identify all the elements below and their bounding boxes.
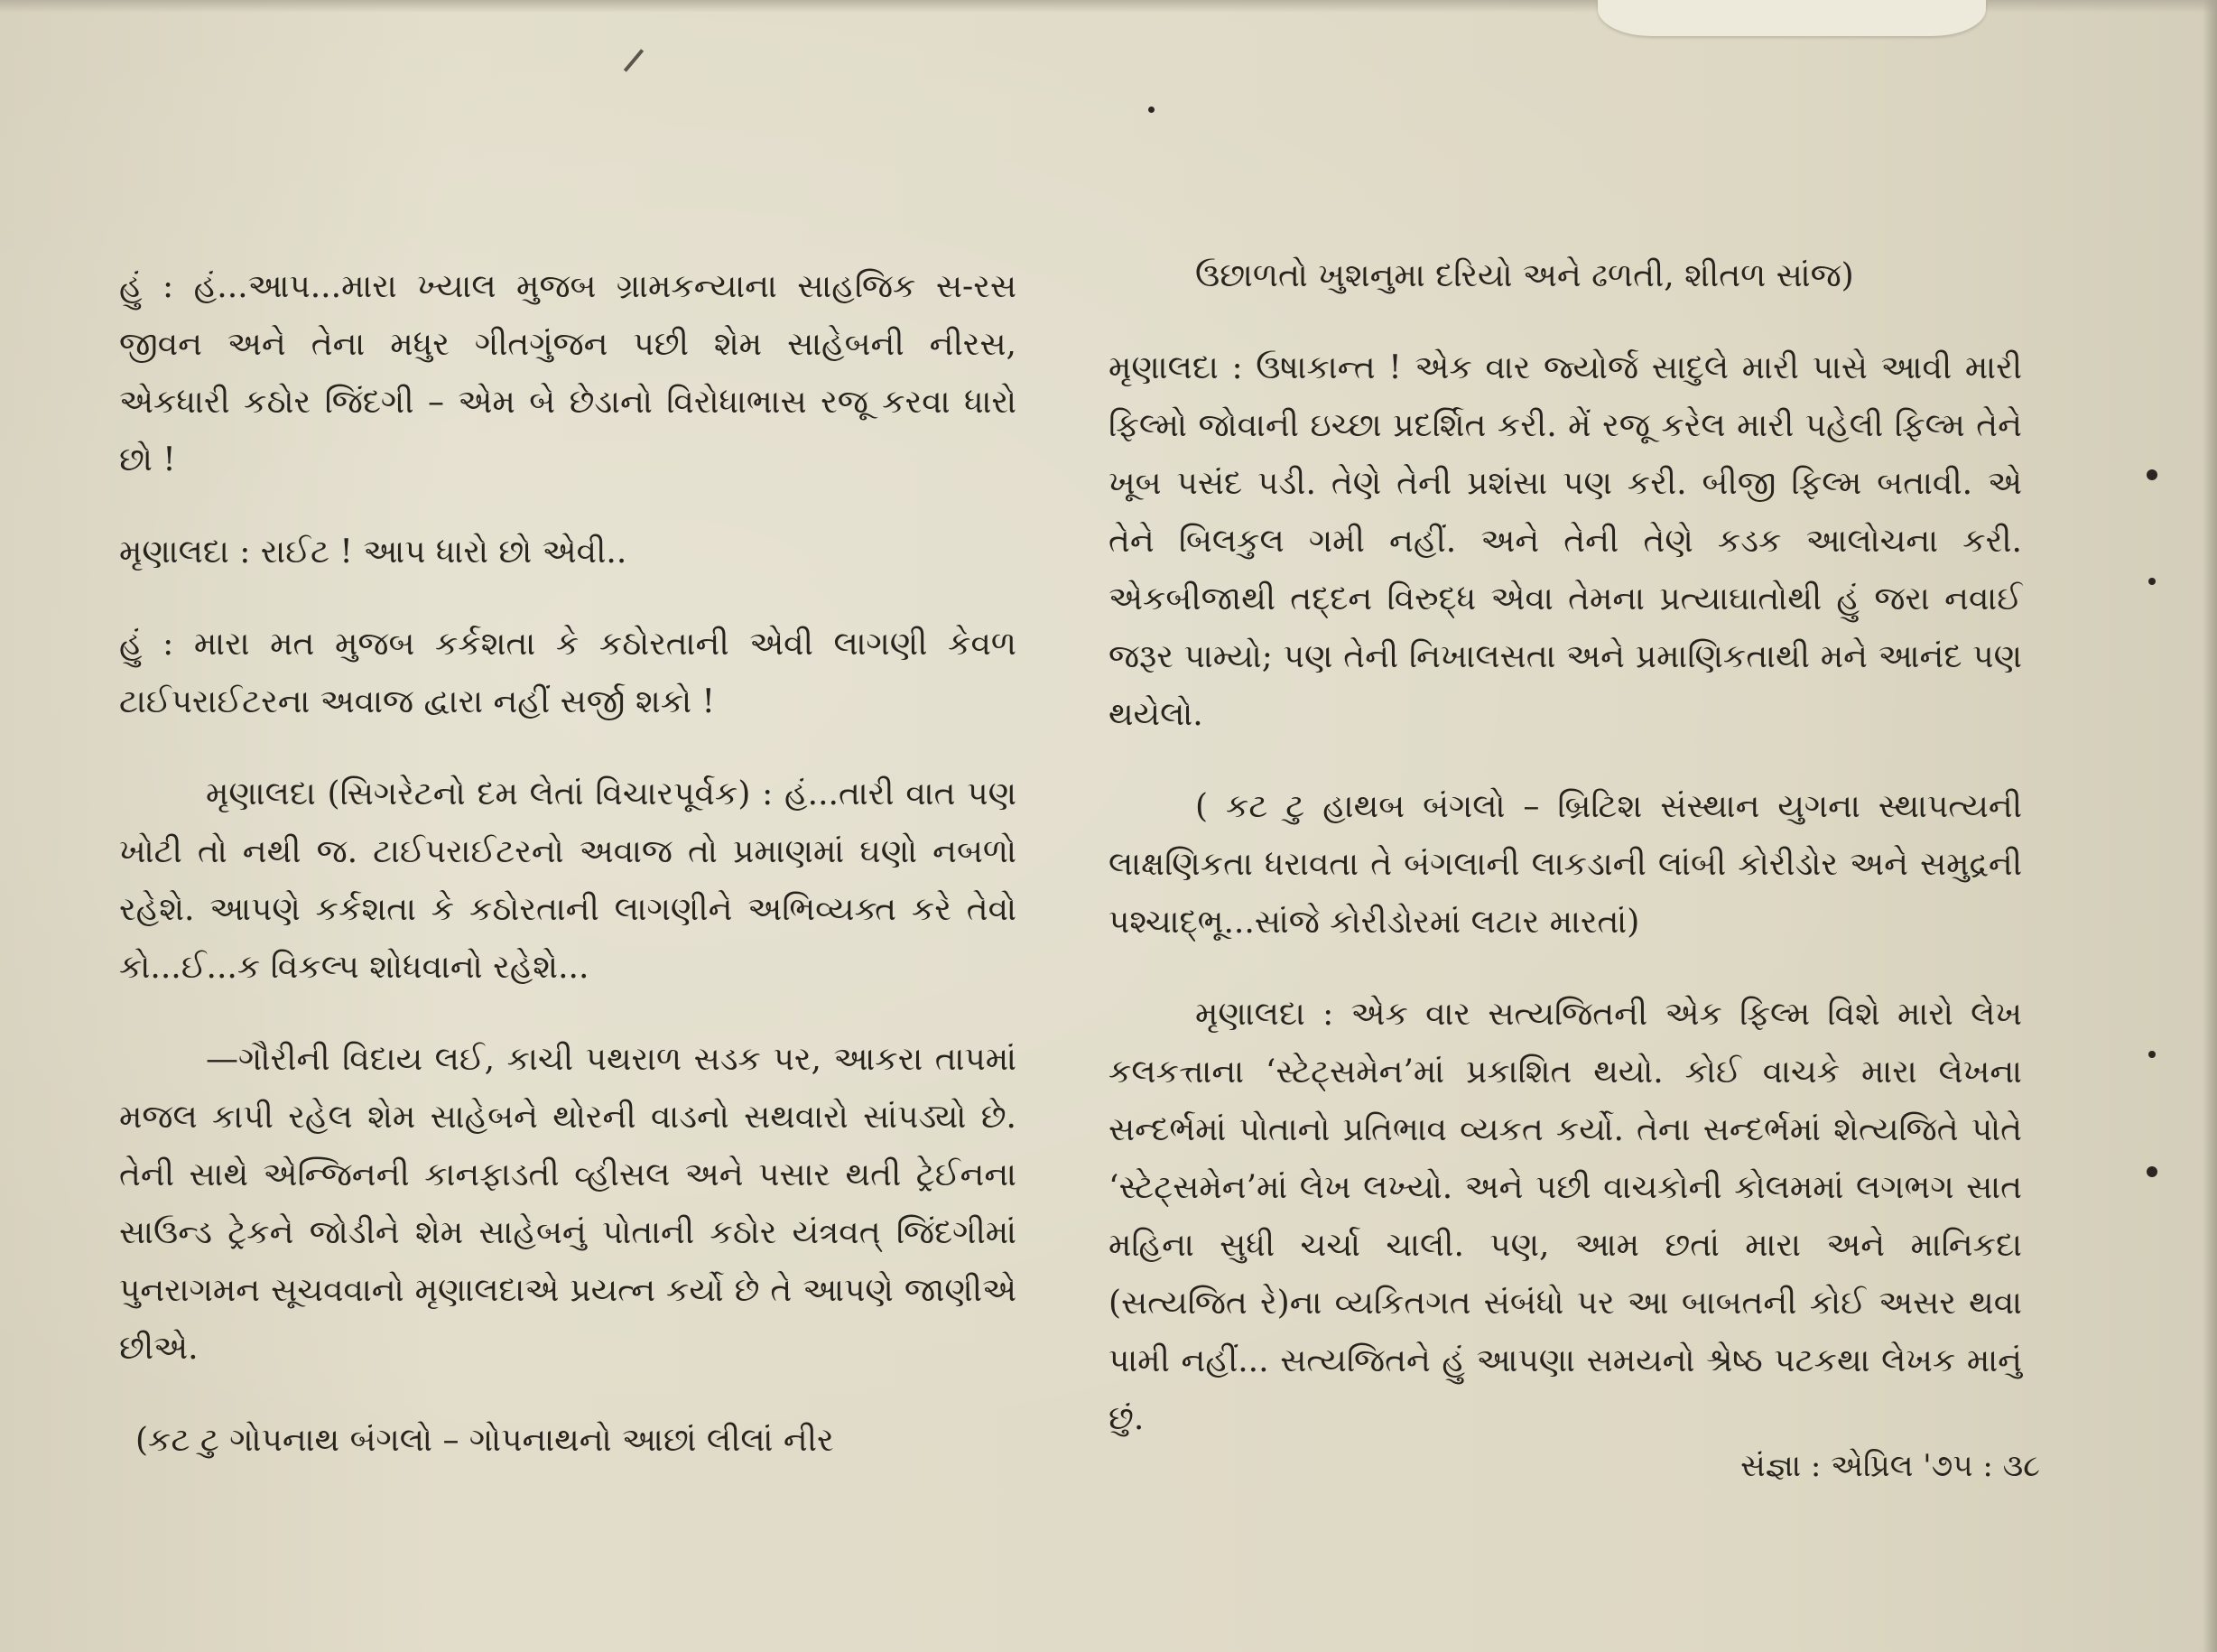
paragraph: હું : મારા મત મુજબ કર્કશતા કે કઠોરતાની એવી લાગણી કેવળ ટાઈપરાઈટરના અવાજ દ્વારા નહીં સર્જી શકો !	[119, 626, 1016, 720]
binding-hole	[2147, 1166, 2157, 1177]
paragraph: —ગૌરીની વિદાય લઈ, કાચી પથરાળ સડક પર, આકરા તાપમાં મજલ કાપી રહેલ શેમ સાહેબને થોરની વાડનો સથવારો સાંપડ્યો છે. તેની સાથે એન્જિનની કાનફાડતી વ્હીસલ અને પસાર થતી ટ્રેઈનના સાઉન્ડ ટ્રેકને જોડીને શેમ સાહેબનું પોતાની કઠોર યંત્રવત્ જિંદગીમાં પુનરાગમન સૂચવવાનો મૃણાલદાએ પ્રયત્ન કર્યો છે તે આપણે જાણીએ છીએ.	[119, 1041, 1016, 1367]
top-paper-tear	[1598, 0, 1986, 36]
paragraph: મૃણાલદા : ઉષાકાન્ત ! એક વાર જ્યોર્જ સાદુલે મારી પાસે આવી મારી ફિલ્મો જોવાની ઇચ્છા પ્રદર્શિત કરી. મેં રજૂ કરેલ મારી પહેલી ફિલ્મ તેને ખૂબ પસંદ પડી. તેણે તેની પ્રશંસા પણ કરી. બીજી ફિલ્મ બતાવી. એ તેને બિલકુલ ગમી નહીં. અને તેની તેણે કડક આલોચના કરી. એકબીજાથી તદ્દન વિરુદ્ધ એવા તેમના પ્રત્યાઘાતોથી હું જરા નવાઈ જરૂર પામ્યો; પણ તેની નિખાલસતા અને પ્રમાણિકતાથી મને આનંદ પણ થયેલો.	[1108, 349, 2022, 733]
paragraph: મૃણાલદા : રાઈટ ! આપ ધારો છો એવી..	[119, 534, 627, 571]
binding-hole	[2148, 578, 2156, 585]
right-text-column	[1108, 247, 2022, 1482]
paragraph: હું : હં...આપ...મારા ખ્યાલ મુજબ ગ્રામકન્યાના સાહજિક સ-રસ જીવન અને તેના મધુર ગીતગુંજન પછી શેમ સાહેબની નીરસ, એકધારી કઠોર જિંદગી – એમ બે છેડાનો વિરોધાભાસ રજૂ કરવા ધારો છો !	[119, 268, 1016, 478]
paragraph: ( કટ ટુ હાથબ બંગલો – બ્રિટિશ સંસ્થાન યુગના સ્થાપત્યની લાક્ષણિકતા ધરાવતા તે બંગલાની લાકડાની લાંબી કોરીડોર અને સમુદ્રની પશ્ચાદ્ભૂ...સાંજે કોરીડોરમાં લટાર મારતાં)	[1108, 788, 2022, 941]
stray-pen-mark	[624, 49, 644, 72]
right-page-edge	[2203, 0, 2217, 1652]
paragraph: (કટ ટુ ગોપનાથ બંગલો – ગોપનાથનો આછાં લીલાં નીર	[135, 1422, 834, 1459]
left-text-column	[119, 258, 1016, 1504]
paragraph: મૃણાલદા (સિગરેટનો દમ લેતાં વિચારપૂર્વક) : હં...તારી વાત પણ ખોટી તો નથી જ. ટાઈપરાઈટરનો અવાજ તો પ્રમાણમાં ઘણો નબળો રહેશે. આપણે કર્કશતા કે કઠોરતાની લાગણીને અભિવ્યક્ત કરે તેવો કો...ઈ...ક વિકલ્પ શોધવાનો રહેશે...	[119, 775, 1016, 986]
paragraph: મૃણાલદા : એક વાર સત્યજિતની એક ફિલ્મ વિશે મારો લેખ કલકત્તાના ‘સ્ટેટ્સમેન’માં પ્રકાશિત થયો. કોઈ વાચકે મારા લેખના સન્દર્ભમાં પોતાનો પ્રતિભાવ વ્યકત કર્યો. તેના સન્દર્ભમાં શેત્યજિતે પોતે ‘સ્ટેટ્સમેન’માં લેખ લખ્યો. અને પછી વાચકોની કોલમમાં લગભગ સાત મહિના સુધી ચર્ચા ચાલી. પણ, આમ છતાં મારા અને માનિકદા (સત્યજિત રે)ના વ્યકિતગત સંબંધો પર આ બાબતની કોઈ અસર થવા પામી નહીં... સત્યજિતને હું આપણા સમયનો શ્રેષ્ઠ પટકથા લેખક માનું છું.	[1108, 996, 2022, 1437]
speck	[1148, 107, 1155, 113]
binding-hole	[2147, 469, 2157, 480]
paragraph: ઉછાળતો ખુશનુમા દરિયો અને ઢળતી, શીતળ સાંજ)	[1195, 257, 1854, 294]
page-footer: સંજ્ઞા : એપ્રિલ '૭૫ : ૩૮	[1740, 1448, 2040, 1484]
binding-hole	[2148, 1051, 2156, 1058]
